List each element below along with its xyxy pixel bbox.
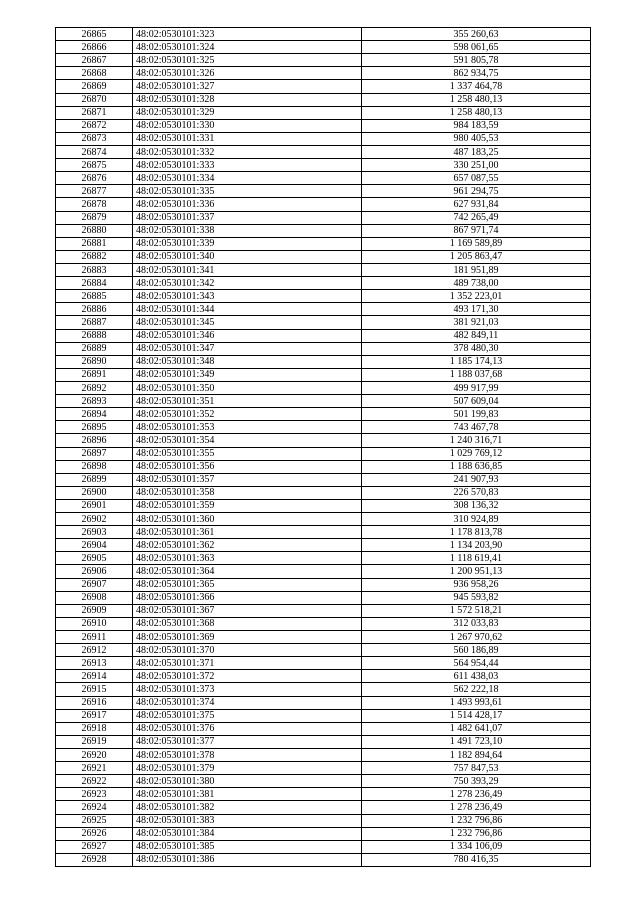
table-row [56,80,591,93]
table-row [56,316,591,329]
row-number-cell: 26881 [56,237,133,250]
row-number-cell: 26892 [56,381,133,394]
row-number-cell: 26891 [56,368,133,381]
table-row [56,578,591,591]
cadastral-number-cell: 48:02:0530101:335 [133,185,362,198]
table-row [56,145,591,158]
cadastral-number-cell: 48:02:0530101:356 [133,460,362,473]
cadastral-number-cell: 48:02:0530101:378 [133,749,362,762]
row-number-cell: 26888 [56,329,133,342]
row-number-cell: 26924 [56,801,133,814]
table-row [56,473,591,486]
cadastral-value-cell: 482 849,11 [362,329,591,342]
cadastral-value-cell: 355 260,63 [362,28,591,41]
cadastral-value-cell: 1 337 464,78 [362,80,591,93]
cadastral-number-cell: 48:02:0530101:349 [133,368,362,381]
cadastral-value-cell: 1 205 863,47 [362,250,591,263]
cadastral-value-cell: 1 029 769,12 [362,447,591,460]
table-row [56,735,591,748]
cadastral-value-cell: 1 240 316,71 [362,434,591,447]
table-row [56,604,591,617]
cadastral-number-cell: 48:02:0530101:382 [133,801,362,814]
cadastral-number-cell: 48:02:0530101:340 [133,250,362,263]
cadastral-value-cell: 241 907,93 [362,473,591,486]
cadastral-number-cell: 48:02:0530101:346 [133,329,362,342]
cadastral-number-cell: 48:02:0530101:365 [133,578,362,591]
row-number-cell: 26928 [56,853,133,866]
table-row [56,617,591,630]
row-number-cell: 26903 [56,526,133,539]
cadastral-number-cell: 48:02:0530101:383 [133,814,362,827]
table-row [56,447,591,460]
row-number-cell: 26907 [56,578,133,591]
table-row [56,486,591,499]
table-row [56,303,591,316]
row-number-cell: 26894 [56,408,133,421]
table-row [56,539,591,552]
table-row [56,28,591,41]
row-number-cell: 26884 [56,277,133,290]
cadastral-value-cell: 742 265,49 [362,211,591,224]
table-row [56,263,591,276]
cadastral-value-cell: 1 178 813,78 [362,526,591,539]
cadastral-number-cell: 48:02:0530101:337 [133,211,362,224]
cadastral-value-cell: 312 033,83 [362,617,591,630]
cadastral-value-cell: 1 258 480,13 [362,106,591,119]
table-row [56,670,591,683]
cadastral-value-cell: 1 188 636,85 [362,460,591,473]
cadastral-number-cell: 48:02:0530101:371 [133,657,362,670]
cadastral-number-cell: 48:02:0530101:325 [133,54,362,67]
cadastral-number-cell: 48:02:0530101:357 [133,473,362,486]
row-number-cell: 26898 [56,460,133,473]
cadastral-number-cell: 48:02:0530101:369 [133,631,362,644]
table-row [56,840,591,853]
cadastral-value-cell: 501 199,83 [362,408,591,421]
cadastral-number-cell: 48:02:0530101:362 [133,539,362,552]
cadastral-value-cell: 867 971,74 [362,224,591,237]
cadastral-number-cell: 48:02:0530101:331 [133,132,362,145]
cadastral-number-cell: 48:02:0530101:380 [133,775,362,788]
row-number-cell: 26880 [56,224,133,237]
cadastral-value-cell: 980 405,53 [362,132,591,145]
table-row [56,762,591,775]
row-number-cell: 26882 [56,250,133,263]
cadastral-number-cell: 48:02:0530101:339 [133,237,362,250]
cadastral-value-cell: 1 118 619,41 [362,552,591,565]
row-number-cell: 26873 [56,132,133,145]
table-row [56,421,591,434]
cadastral-number-cell: 48:02:0530101:355 [133,447,362,460]
table-row [56,526,591,539]
row-number-cell: 26868 [56,67,133,80]
cadastral-value-cell: 489 738,00 [362,277,591,290]
table-row [56,749,591,762]
row-number-cell: 26893 [56,395,133,408]
table-row [56,185,591,198]
cadastral-number-cell: 48:02:0530101:345 [133,316,362,329]
cadastral-number-cell: 48:02:0530101:350 [133,381,362,394]
cadastral-number-cell: 48:02:0530101:329 [133,106,362,119]
table-row [56,159,591,172]
row-number-cell: 26923 [56,788,133,801]
table-row [56,290,591,303]
cadastral-number-cell: 48:02:0530101:323 [133,28,362,41]
cadastral-value-cell: 308 136,32 [362,499,591,512]
table-row [56,788,591,801]
cadastral-value-table [55,27,591,867]
cadastral-value-cell: 780 416,35 [362,853,591,866]
cadastral-number-cell: 48:02:0530101:373 [133,683,362,696]
cadastral-number-cell: 48:02:0530101:381 [133,788,362,801]
cadastral-number-cell: 48:02:0530101:368 [133,617,362,630]
row-number-cell: 26878 [56,198,133,211]
table-row [56,368,591,381]
cadastral-number-cell: 48:02:0530101:372 [133,670,362,683]
row-number-cell: 26921 [56,762,133,775]
row-number-cell: 26895 [56,421,133,434]
cadastral-value-cell: 657 087,55 [362,172,591,185]
row-number-cell: 26867 [56,54,133,67]
cadastral-value-cell: 627 931,84 [362,198,591,211]
row-number-cell: 26897 [56,447,133,460]
cadastral-value-cell: 1 352 223,01 [362,290,591,303]
table-row [56,67,591,80]
table-row [56,93,591,106]
table-row [56,709,591,722]
row-number-cell: 26920 [56,749,133,762]
table-row [56,355,591,368]
cadastral-value-cell: 1 572 518,21 [362,604,591,617]
cadastral-value-cell: 1 267 970,62 [362,631,591,644]
cadastral-value-cell: 181 951,89 [362,263,591,276]
table-row [56,722,591,735]
cadastral-number-cell: 48:02:0530101:358 [133,486,362,499]
table-row [56,250,591,263]
row-number-cell: 26904 [56,539,133,552]
row-number-cell: 26875 [56,159,133,172]
table-row [56,408,591,421]
row-number-cell: 26926 [56,827,133,840]
cadastral-number-cell: 48:02:0530101:344 [133,303,362,316]
cadastral-value-cell: 757 847,53 [362,762,591,775]
table-row [56,211,591,224]
table-row [56,499,591,512]
cadastral-value-cell: 1 185 174,13 [362,355,591,368]
table-row [56,552,591,565]
cadastral-number-cell: 48:02:0530101:351 [133,395,362,408]
cadastral-value-cell: 1 278 236,49 [362,788,591,801]
cadastral-value-cell: 381 921,03 [362,316,591,329]
cadastral-number-cell: 48:02:0530101:324 [133,41,362,54]
table-row [56,434,591,447]
cadastral-value-cell: 1 278 236,49 [362,801,591,814]
cadastral-number-cell: 48:02:0530101:386 [133,853,362,866]
table-row [56,381,591,394]
row-number-cell: 26869 [56,80,133,93]
table-row [56,591,591,604]
row-number-cell: 26877 [56,185,133,198]
row-number-cell: 26927 [56,840,133,853]
cadastral-value-cell: 378 480,30 [362,342,591,355]
table-row [56,683,591,696]
cadastral-value-cell: 560 186,89 [362,644,591,657]
row-number-cell: 26889 [56,342,133,355]
table-row [56,132,591,145]
cadastral-number-cell: 48:02:0530101:370 [133,644,362,657]
cadastral-number-cell: 48:02:0530101:327 [133,80,362,93]
cadastral-number-cell: 48:02:0530101:374 [133,696,362,709]
table-row [56,41,591,54]
cadastral-number-cell: 48:02:0530101:367 [133,604,362,617]
cadastral-number-cell: 48:02:0530101:366 [133,591,362,604]
cadastral-value-cell: 226 570,83 [362,486,591,499]
cadastral-value-cell: 743 467,78 [362,421,591,434]
cadastral-number-cell: 48:02:0530101:330 [133,119,362,132]
table-row [56,342,591,355]
row-number-cell: 26922 [56,775,133,788]
cadastral-number-cell: 48:02:0530101:334 [133,172,362,185]
cadastral-number-cell: 48:02:0530101:343 [133,290,362,303]
cadastral-value-cell: 1 188 037,68 [362,368,591,381]
cadastral-value-cell: 310 924,89 [362,513,591,526]
cadastral-number-cell: 48:02:0530101:354 [133,434,362,447]
table-row [56,631,591,644]
row-number-cell: 26886 [56,303,133,316]
row-number-cell: 26913 [56,657,133,670]
cadastral-number-cell: 48:02:0530101:361 [133,526,362,539]
table-row [56,565,591,578]
cadastral-value-cell: 591 805,78 [362,54,591,67]
row-number-cell: 26914 [56,670,133,683]
row-number-cell: 26902 [56,513,133,526]
cadastral-value-cell: 1 491 723,10 [362,735,591,748]
row-number-cell: 26899 [56,473,133,486]
table-row [56,644,591,657]
cadastral-number-cell: 48:02:0530101:352 [133,408,362,421]
row-number-cell: 26876 [56,172,133,185]
table-body [56,28,591,867]
table-row [56,172,591,185]
row-number-cell: 26896 [56,434,133,447]
row-number-cell: 26866 [56,41,133,54]
row-number-cell: 26912 [56,644,133,657]
cadastral-number-cell: 48:02:0530101:348 [133,355,362,368]
cadastral-number-cell: 48:02:0530101:363 [133,552,362,565]
cadastral-value-cell: 499 917,99 [362,381,591,394]
row-number-cell: 26916 [56,696,133,709]
cadastral-value-cell: 1 232 796,86 [362,827,591,840]
table-row [56,224,591,237]
cadastral-number-cell: 48:02:0530101:341 [133,263,362,276]
table-row [56,801,591,814]
cadastral-number-cell: 48:02:0530101:342 [133,277,362,290]
cadastral-number-cell: 48:02:0530101:364 [133,565,362,578]
table-row [56,395,591,408]
cadastral-value-cell: 1 258 480,13 [362,93,591,106]
row-number-cell: 26905 [56,552,133,565]
cadastral-value-cell: 1 169 589,89 [362,237,591,250]
row-number-cell: 26865 [56,28,133,41]
cadastral-value-cell: 1 493 993,61 [362,696,591,709]
table-row [56,106,591,119]
cadastral-number-cell: 48:02:0530101:336 [133,198,362,211]
cadastral-value-cell: 1 232 796,86 [362,814,591,827]
row-number-cell: 26901 [56,499,133,512]
table-row [56,119,591,132]
row-number-cell: 26925 [56,814,133,827]
table-row [56,237,591,250]
cadastral-value-cell: 750 393,29 [362,775,591,788]
table-row [56,277,591,290]
cadastral-number-cell: 48:02:0530101:353 [133,421,362,434]
table-row [56,775,591,788]
table-row [56,696,591,709]
row-number-cell: 26919 [56,735,133,748]
cadastral-value-cell: 487 183,25 [362,145,591,158]
cadastral-number-cell: 48:02:0530101:379 [133,762,362,775]
cadastral-number-cell: 48:02:0530101:333 [133,159,362,172]
cadastral-number-cell: 48:02:0530101:328 [133,93,362,106]
cadastral-value-cell: 936 958,26 [362,578,591,591]
table-row [56,460,591,473]
cadastral-value-cell: 1 334 106,09 [362,840,591,853]
table-row [56,657,591,670]
row-number-cell: 26872 [56,119,133,132]
row-number-cell: 26910 [56,617,133,630]
cadastral-value-cell: 961 294,75 [362,185,591,198]
cadastral-number-cell: 48:02:0530101:377 [133,735,362,748]
row-number-cell: 26909 [56,604,133,617]
row-number-cell: 26887 [56,316,133,329]
row-number-cell: 26871 [56,106,133,119]
cadastral-value-cell: 862 934,75 [362,67,591,80]
table-row [56,54,591,67]
cadastral-value-cell: 945 593,82 [362,591,591,604]
table-row [56,814,591,827]
cadastral-value-cell: 564 954,44 [362,657,591,670]
cadastral-value-cell: 330 251,00 [362,159,591,172]
cadastral-number-cell: 48:02:0530101:384 [133,827,362,840]
row-number-cell: 26883 [56,263,133,276]
row-number-cell: 26879 [56,211,133,224]
cadastral-number-cell: 48:02:0530101:326 [133,67,362,80]
cadastral-value-cell: 1 514 428,17 [362,709,591,722]
cadastral-value-cell: 507 609,04 [362,395,591,408]
row-number-cell: 26890 [56,355,133,368]
row-number-cell: 26918 [56,722,133,735]
table-row [56,198,591,211]
cadastral-value-cell: 1 200 951,13 [362,565,591,578]
cadastral-number-cell: 48:02:0530101:338 [133,224,362,237]
cadastral-value-cell: 1 482 641,07 [362,722,591,735]
row-number-cell: 26874 [56,145,133,158]
cadastral-value-cell: 984 183,59 [362,119,591,132]
cadastral-number-cell: 48:02:0530101:376 [133,722,362,735]
cadastral-value-cell: 562 222,18 [362,683,591,696]
cadastral-value-cell: 611 438,03 [362,670,591,683]
cadastral-number-cell: 48:02:0530101:375 [133,709,362,722]
cadastral-number-cell: 48:02:0530101:359 [133,499,362,512]
cadastral-number-cell: 48:02:0530101:332 [133,145,362,158]
row-number-cell: 26900 [56,486,133,499]
cadastral-number-cell: 48:02:0530101:360 [133,513,362,526]
row-number-cell: 26915 [56,683,133,696]
row-number-cell: 26911 [56,631,133,644]
cadastral-value-cell: 1 134 203,90 [362,539,591,552]
cadastral-value-cell: 1 182 894,64 [362,749,591,762]
row-number-cell: 26908 [56,591,133,604]
cadastral-number-cell: 48:02:0530101:347 [133,342,362,355]
row-number-cell: 26917 [56,709,133,722]
table-row [56,329,591,342]
row-number-cell: 26906 [56,565,133,578]
table-row [56,513,591,526]
row-number-cell: 26870 [56,93,133,106]
table-row [56,853,591,866]
cadastral-value-cell: 598 061,65 [362,41,591,54]
table-row [56,827,591,840]
row-number-cell: 26885 [56,290,133,303]
cadastral-value-cell: 493 171,30 [362,303,591,316]
cadastral-number-cell: 48:02:0530101:385 [133,840,362,853]
